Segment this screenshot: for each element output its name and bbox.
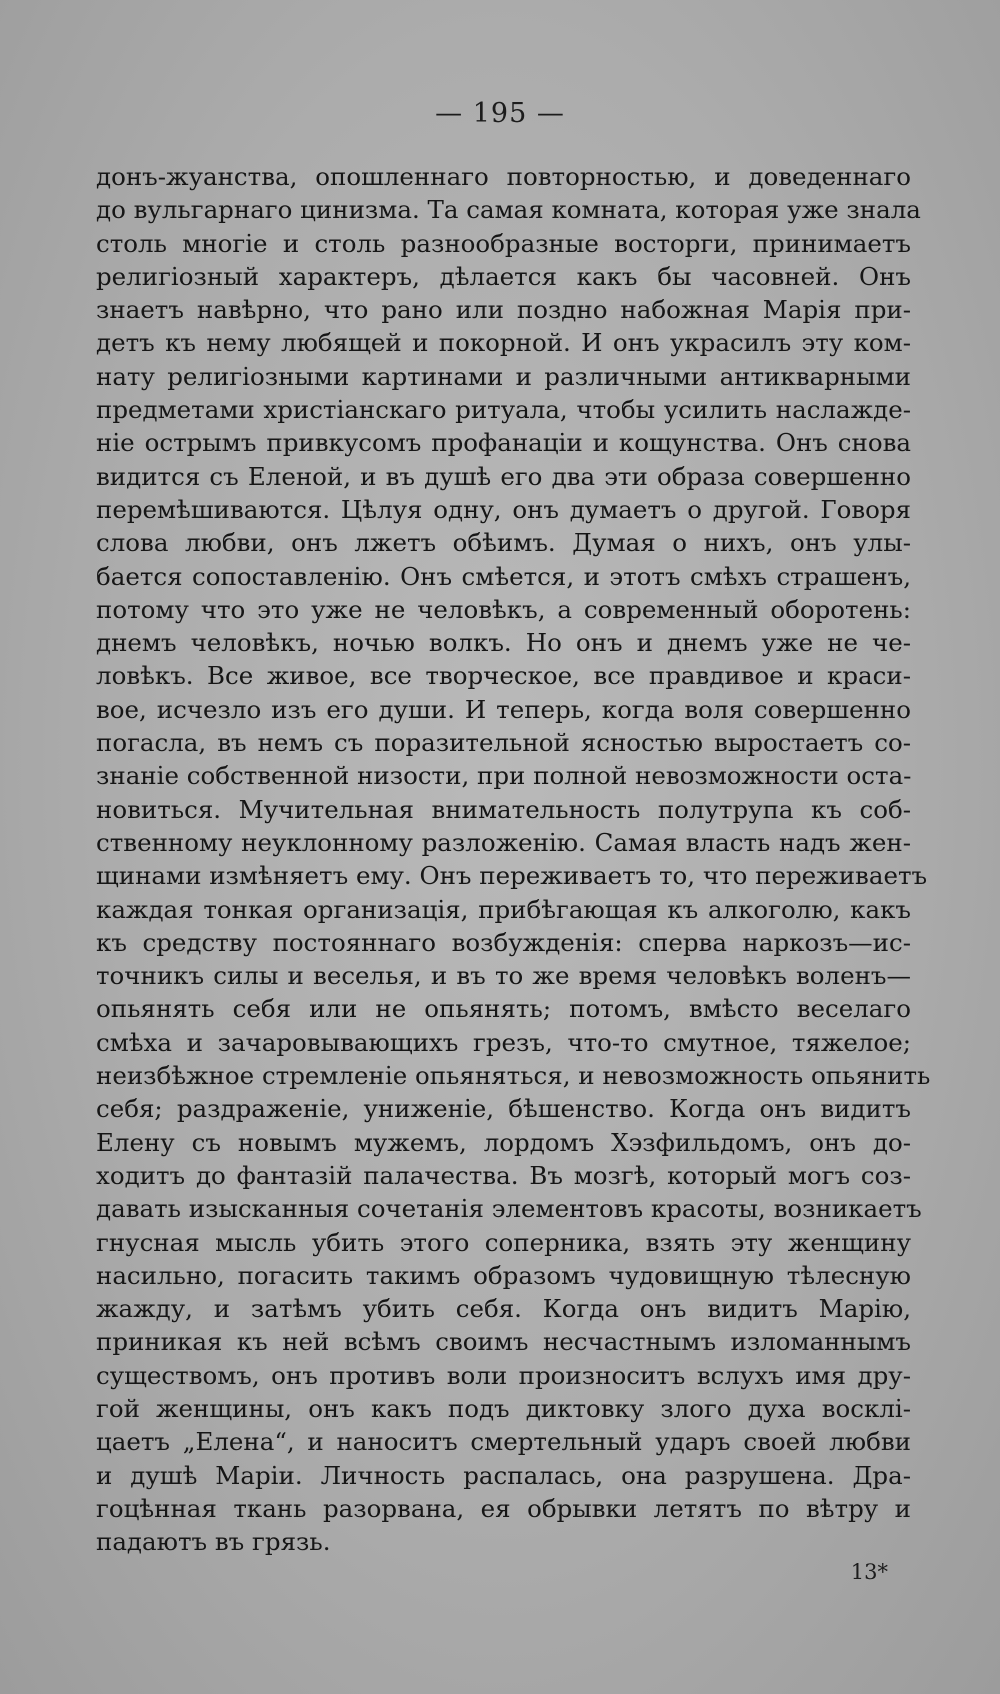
text-line: цаетъ „Елена“, и наноситъ смертельный ударъ своей любви [96,1427,911,1457]
text-line: до вульгарнаго цинизма. Та самая комната, которая уже знала [96,195,921,225]
text-line: предметами христіанскаго ритуала, чтобы усилить наслажде- [96,395,911,425]
text-line: донъ-жуанства, опошленнаго повторностью, и доведеннаго [96,162,911,191]
text-line: религіозный характеръ, дѣлается какъ бы часовней. Онъ [96,261,911,291]
text-line: нату религіозными картинами и различными антикварными [96,361,911,391]
text-line: давать изысканныя сочетанія элементовъ красоты, возникаетъ [96,1194,922,1224]
text-line: жажду, и затѣмъ убить себя. Когда онъ видитъ Марію, [96,1294,911,1324]
text-line-last: падаютъ въ грязь. [96,1527,331,1557]
text-line: днемъ человѣкъ, ночью волкъ. Но онъ и днемъ уже не че- [96,628,911,658]
text-line: слова любви, онъ лжетъ обѣимъ. Думая о нихъ, онъ улы- [96,528,911,558]
text-line: погасла, въ немъ съ поразительной ясностью выростаетъ со- [96,728,911,758]
text-line: насильно, погасить такимъ образомъ чудовищную тѣлесную [96,1260,911,1290]
text-line: вое, исчезло изъ его души. И теперь, когда воля совершенно [96,694,911,724]
text-line: неизбѣжное стремленіе опьяняться, и невозможность опьянить [96,1061,931,1091]
text-line: гой женщины, онъ какъ подъ диктовку злого духа восклi- [96,1393,911,1423]
text-line: существомъ, онъ противъ воли произноситъ вслухъ имя дру- [96,1360,911,1390]
text-line: детъ къ нему любящей и покорной. И онъ украсилъ эту ком- [96,328,911,358]
text-line: ловѣкъ. Все живое, все творческое, все правдивое и краси- [96,661,911,691]
text-line: Елену съ новымъ мужемъ, лордомъ Хэзфильдомъ, онъ до- [96,1127,911,1157]
text-line: бается сопоставленію. Онъ смѣется, и этотъ смѣхъ страшенъ, [96,561,911,591]
text-line: знаетъ навѣрно, что рано или поздно набожная Марія при- [96,295,911,325]
text-line: видится съ Еленой, и въ душѣ его два эти образа совершенно [96,461,911,491]
text-line: знаніе собственной низости, при полной невозможности оста- [96,761,912,791]
text-line: перемѣшиваются. Цѣлуя одну, онъ думаетъ о другой. Говоря [96,494,911,524]
text-line: гоцѣнная ткань разорвана, ея обрывки летятъ по вѣтру и [96,1493,911,1523]
text-line: приникая къ ней всѣмъ своимъ несчастнымъ изломаннымъ [96,1327,911,1357]
text-line: себя; раздраженіе, униженіе, бѣшенство. Когда онъ видитъ [96,1094,911,1124]
signature-mark: 13* [850,1560,888,1584]
page-number: — 195 — [435,98,565,129]
text-line: точникъ силы и веселья, и въ то же время человѣкъ воленъ— [96,961,911,991]
text-line: ственному неуклонному разложенію. Самая власть надъ жен- [96,827,911,857]
text-line: ніе острымъ привкусомъ профанаціи и кощунства. Онъ снова [96,428,911,458]
text-line: потому что это уже не человѣкъ, а современный оборотень: [96,594,911,624]
text-line: опьянять себя или не опьянять; потомъ, вмѣсто веселаго [96,994,911,1024]
text-line: къ средству постояннаго возбужденія: сперва наркозъ—ис- [96,927,911,957]
body-text [96,160,931,1558]
text-line: и душѣ Маріи. Личность распалась, она разрушена. Дра- [96,1460,911,1490]
text-line: новиться. Мучительная внимательность полутрупа къ соб- [96,794,911,824]
text-line: смѣха и зачаровывающихъ грезъ, что-то смутное, тяжелое; [96,1027,911,1057]
text-line: ходитъ до фантазій палачества. Въ мозгѣ, который могъ соз- [96,1160,911,1190]
text-line: гнусная мысль убить этого соперника, взять эту женщину [96,1227,911,1257]
text-line: столь многіе и столь разнообразные восторги, принимаетъ [96,228,911,258]
text-line: каждая тонкая организація, прибѣгающая къ алкоголю, какъ [96,894,911,924]
text-line: щинами измѣняетъ ему. Онъ переживаетъ то, что переживаетъ [96,861,928,891]
